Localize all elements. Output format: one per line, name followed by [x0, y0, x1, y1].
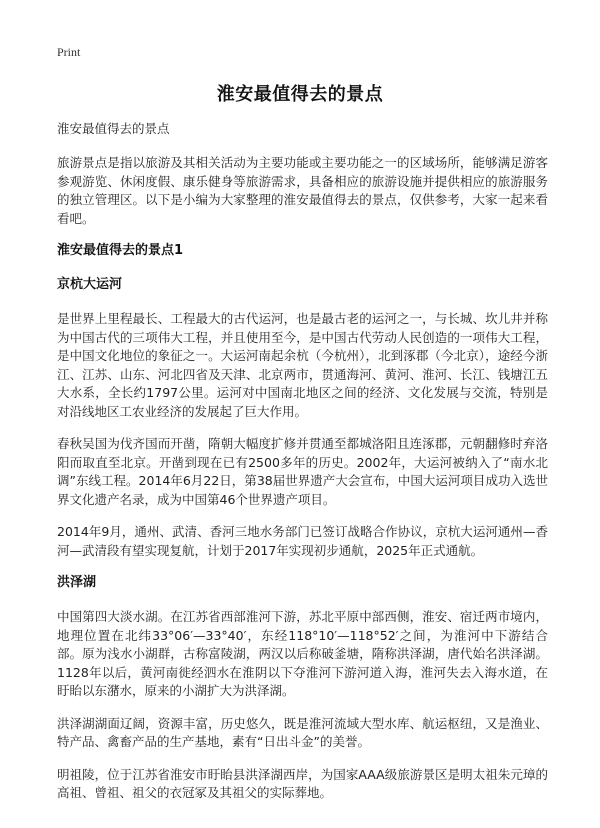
hongze-lake-paragraph-1: 中国第四大淡水湖。在江苏省西部淮河下游，苏北平原中部西侧，淮安、宿迁两市境内，地理位置在北纬33°06′—33°40′，东经118°10′—118°52′之间，为淮河中下游结合部。原为浅水小湖群，古称富陵湖，两汉以后称破釜塘，隋称洪泽湖，唐代始名洪泽湖。1128年以后，黄河南徙经泗水在淮阴以下夺淮河下游河道入海，淮河失去入海水道，在盱眙以东潴水，原来的小湖扩大为洪泽湖。	[57, 609, 548, 698]
article-body	[57, 120, 548, 817]
intro-paragraph: 旅游景点是指以旅游及其相关活动为主要功能或主要功能之一的区域场所，能够满足游客参观游览、休闲度假、康乐健身等旅游需求，具备相应的旅游设施并提供相应的旅游服务的独立管理区。以下是小编为大家整理的淮安最值得去的景点，仅供参考，大家一起来看看吧。	[57, 155, 548, 226]
article-subtitle: 淮安最值得去的景点	[57, 121, 170, 136]
grand-canal-paragraph-3: 2014年9月，通州、武清、香河三地水务部门已签订战略合作协议，京杭大运河通州—香河—武清段有望实现复航，计划于2017年实现初步通航，2025年正式通航。	[57, 524, 548, 558]
spot-heading-hongze-lake: 洪泽湖	[57, 575, 97, 590]
hongze-lake-paragraph-3: 明祖陵，位于江苏省淮安市盱眙县洪泽湖西岸，为国家AAA级旅游景区是明太祖朱元璋的高祖、曾祖、祖父的衣冠冢及其祖父的实际葬地。	[57, 766, 548, 800]
page-title: 淮安最值得去的景点	[216, 84, 384, 105]
print-link[interactable]: Print	[57, 45, 81, 59]
grand-canal-paragraph-2: 春秋吴国为伐齐国而开凿，隋朝大幅度扩修并贯通至都城洛阳且连涿郡，元朝翻修时弃洛阳而取直至北京。开凿到现在已有2500多年的历史。2002年，大运河被纳入了“南水北调”东线工程。2014年6月22日，第38届世界遗产大会宣布，中国大运河项目成功入选世界文化遗产名录，成为中国第46个世界遗产项目。	[57, 436, 548, 507]
hongze-lake-paragraph-2: 洪泽湖湖面辽阔，资源丰富，历史悠久，既是淮河流域大型水库、航运枢纽，又是渔业、特产品、禽畜产品的生产基地，素有“日出斗金”的美誉。	[57, 715, 548, 749]
section-heading: 淮安最值得去的景点1	[57, 243, 184, 258]
spot-heading-grand-canal: 京杭大运河	[57, 277, 123, 292]
grand-canal-paragraph-1: 是世界上里程最长、工程最大的古代运河，也是最古老的运河之一，与长城、坎儿井并称为中国古代的三项伟大工程，并且使用至今，是中国古代劳动人民创造的一项伟大工程，是中国文化地位的象征之一。大运河南起余杭（今杭州），北到涿郡（今北京），途经今浙江、江苏、山东、河北四省及天津、北京两市，贯通海河、黄河、淮河、长江、钱塘江五大水系，全长约1797公里。运河对中国南北地区之间的经济、文化发展与交流，特别是对沿线地区工农业经济的发展起了巨大作用。	[57, 311, 548, 419]
